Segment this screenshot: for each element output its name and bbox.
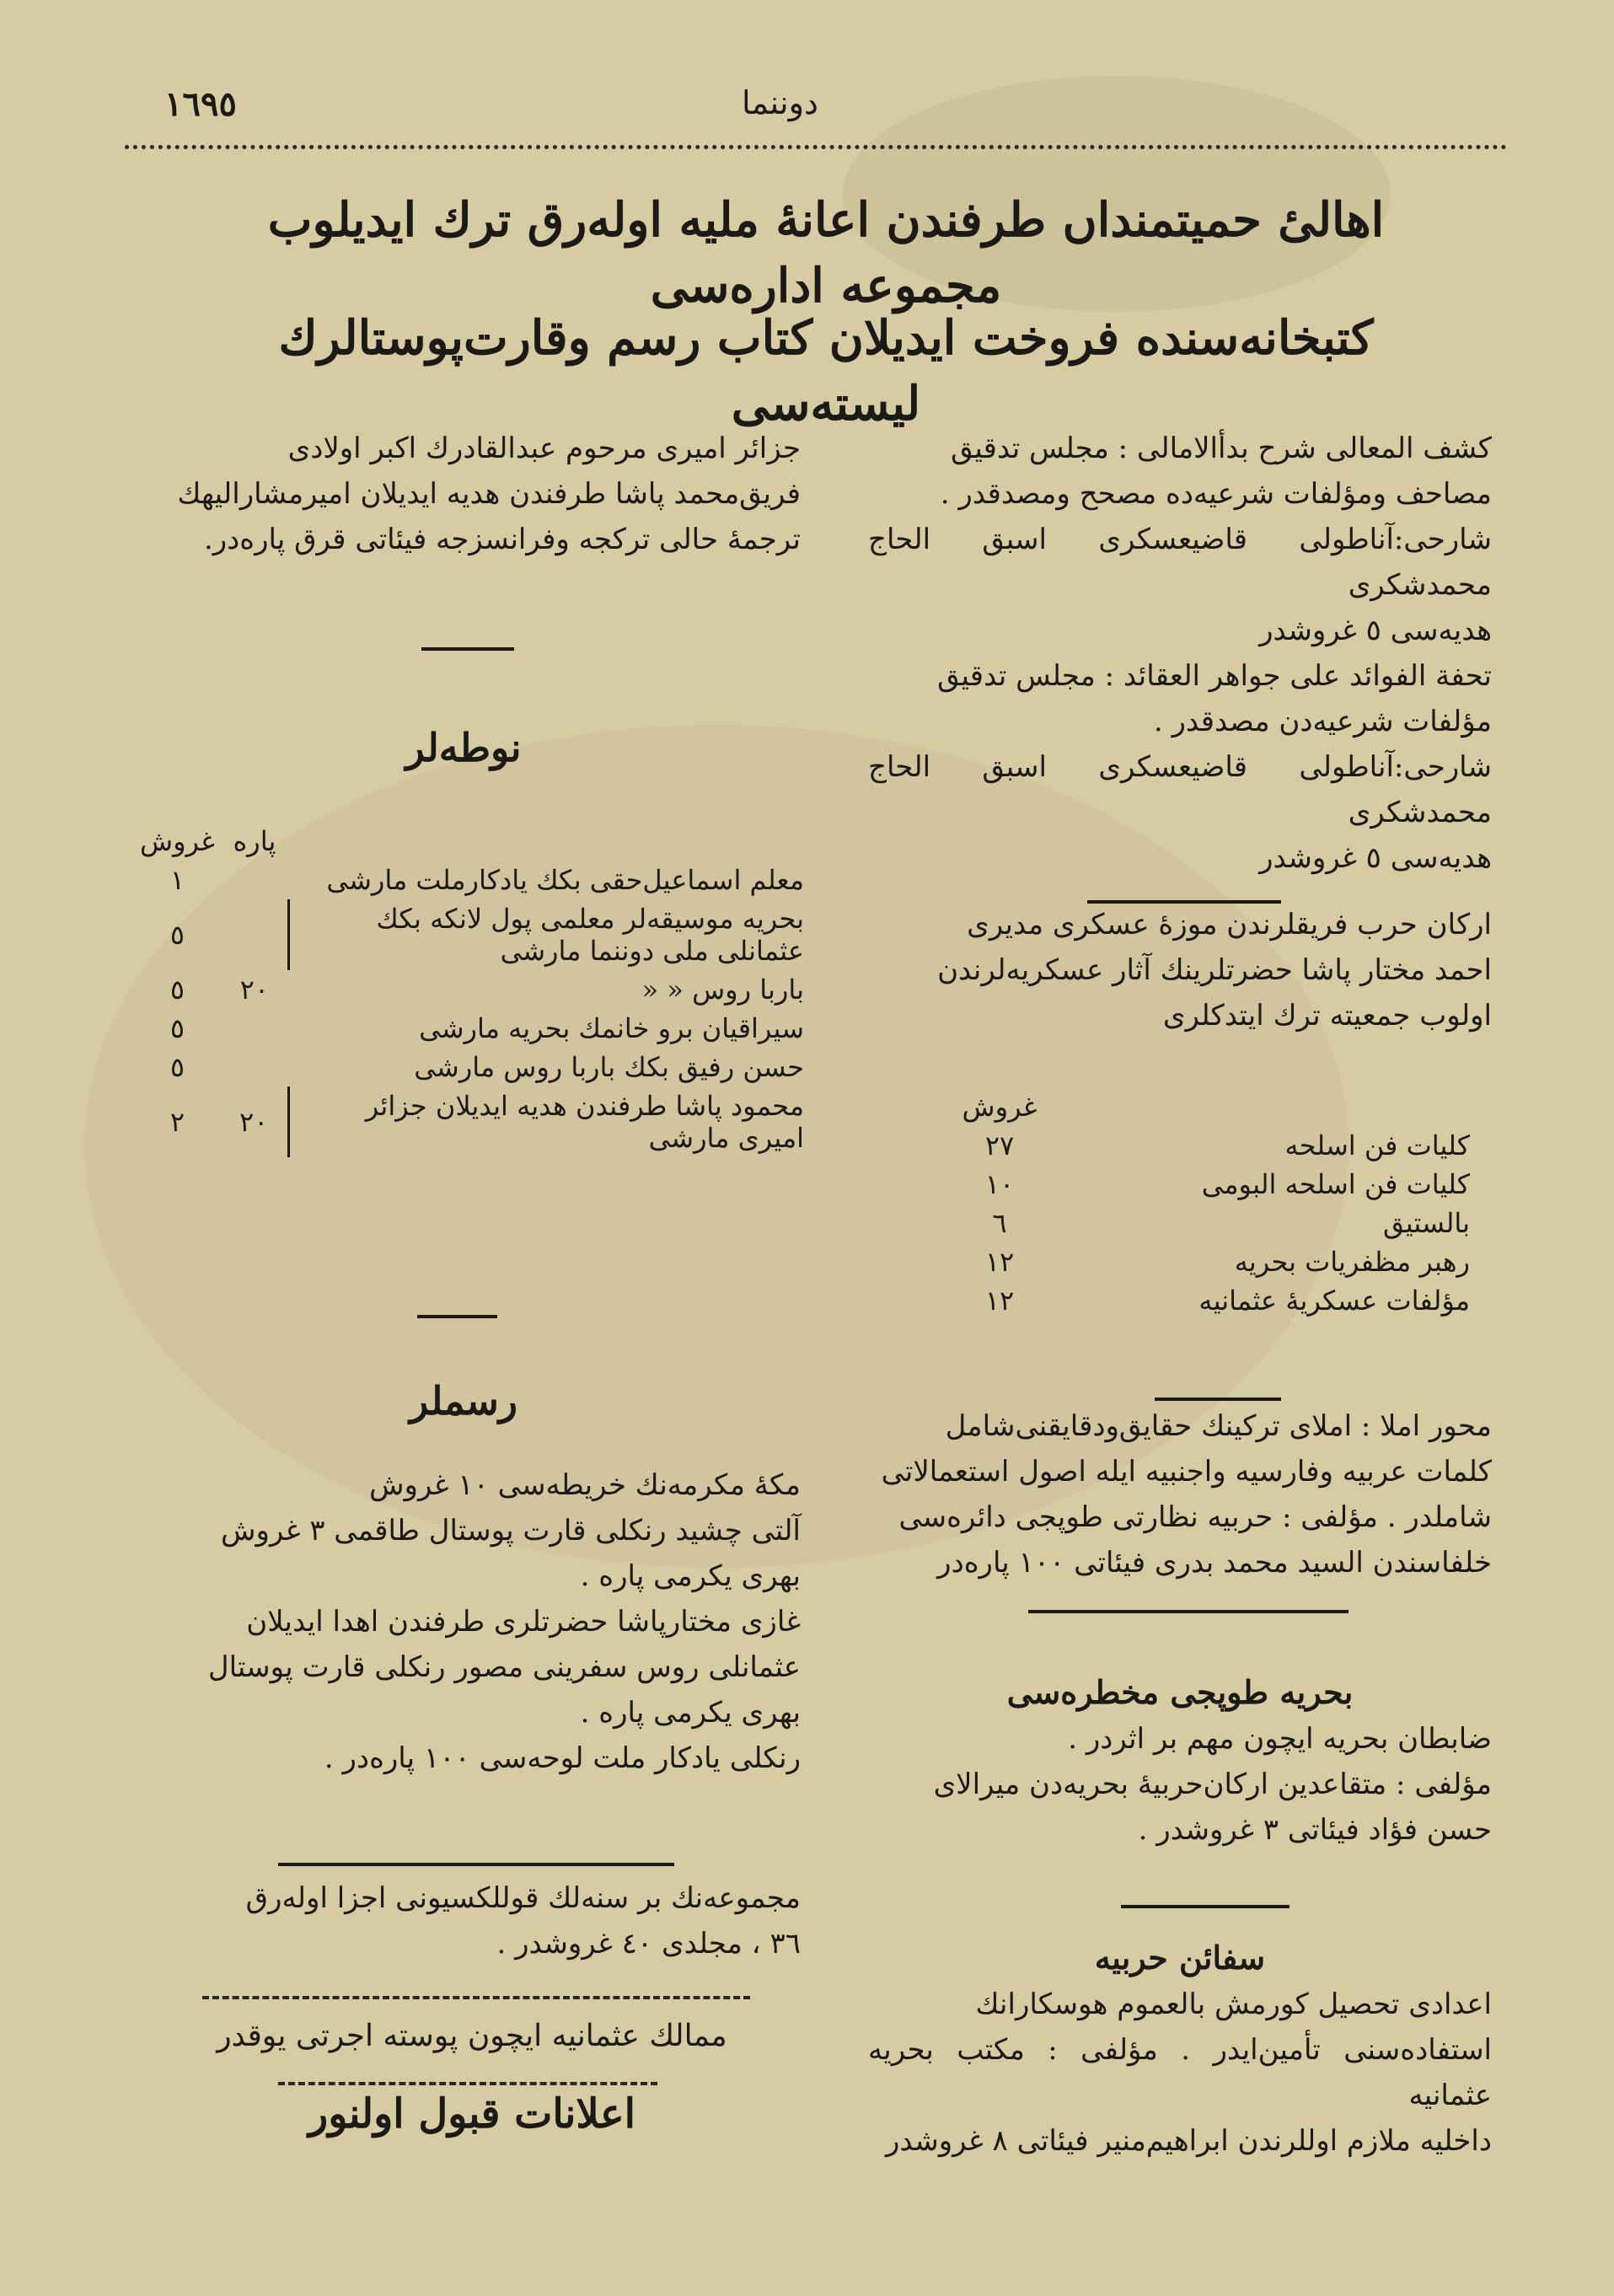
table-header-row	[135, 822, 809, 861]
entry-title: بحریه طوپجی مخطره‌سی	[1006, 1673, 1354, 1711]
price-line: هدیه‌سی ٥ غروشدر	[1259, 614, 1492, 647]
note-title: حسن رفیق بکك باربا روس مارشی	[414, 1051, 804, 1083]
table-row	[944, 1204, 1475, 1242]
text-line: محور املا : املای ترکینك حقایق‌ودقایقنی‌شامل	[945, 1409, 1492, 1443]
book-entry-warships	[868, 1939, 1492, 2164]
page-number: ١٦٩٥	[164, 84, 237, 124]
dashed-divider	[202, 1996, 750, 1999]
note-title: معلم اسماعیل‌حقی بکك یادکارملت مارشی	[326, 864, 804, 896]
text-line: تحفة الفوائد علی جواهر العقائد : مجلس تدقیق	[937, 659, 1492, 693]
table-header-spacer	[289, 822, 309, 861]
book-entry-kashf	[868, 426, 1492, 653]
table-header-para: پاره	[233, 825, 276, 857]
note-para	[220, 899, 289, 970]
book-title: بالستیق	[1383, 1207, 1470, 1239]
text-line: بهری یکرمی پاره .	[580, 1696, 801, 1730]
note-title-line: محمود پاشا طرفندن هدیه ایدیلان جزائر	[365, 1090, 804, 1122]
section-divider	[417, 1315, 497, 1318]
brace	[289, 899, 309, 970]
table-header-row	[944, 1087, 1475, 1126]
text-line: عثمانلی روس سفرینی مصور رنکلی قارت پوستال	[207, 1650, 801, 1684]
text-line: مؤلفی : متقاعدین ارکان‌حربیۀ بحریه‌دن میرالای	[933, 1768, 1492, 1801]
note-title-line: عثمانلی ملی دوننما مارشی	[500, 935, 804, 967]
postage-notice: ممالك عثمانیه ایچون پوسته اجرتی یوقدر	[217, 2019, 727, 2053]
book-title: رهبر مظفریات بحریه	[1234, 1246, 1470, 1278]
book-entry-mihver	[868, 1403, 1492, 1585]
note-para: ٢٠	[239, 974, 270, 1006]
brace-spacer	[289, 970, 309, 1009]
text-line: ارکان حرب فریقلرندن موزۀ عسکری مدیری	[967, 908, 1492, 941]
note-kurus: ١	[169, 864, 185, 896]
biography-entry	[126, 426, 801, 562]
note-title	[308, 1086, 809, 1157]
note-para: ٢٠	[239, 1106, 269, 1138]
table-row	[944, 1242, 1475, 1281]
note-kurus: ٥	[169, 919, 185, 951]
book-price: ١٠	[984, 1168, 1015, 1200]
announcements-notice: اعلانات قبول اولنور	[308, 2090, 635, 2138]
book-entry-naval-artillery	[868, 1673, 1492, 1853]
text-line: بهری یکرمی پاره .	[580, 1559, 801, 1593]
text-line: حسن فؤاد فیئاتی ٣ غروشدر .	[1138, 1813, 1492, 1847]
note-kurus: ٥	[169, 1012, 185, 1044]
book-price: ١٢	[984, 1285, 1015, 1317]
note-para	[220, 1048, 289, 1086]
text-line: مصاحف ومؤلفات شرعیه‌ده مصحح ومصدقدر .	[940, 477, 1492, 511]
pictures-list	[126, 1462, 801, 1781]
section-divider	[278, 1863, 674, 1866]
page-title-line-2: کتبخانه‌سنده فروخت ایدیلان کتاب رسم وقارت‌پوستالرك لیسته‌سی	[278, 310, 1374, 432]
table-row	[135, 1009, 809, 1048]
text-line: اولوب جمعیته ترك ایتدکلری	[1162, 999, 1492, 1033]
note-title	[308, 899, 809, 970]
price-line: هدیه‌سی ٥ غروشدر	[1259, 841, 1492, 875]
note-para	[220, 1009, 289, 1048]
book-entry-tuhfa	[868, 653, 1492, 881]
pictures-heading: رسملر	[410, 1378, 517, 1424]
header-divider	[125, 145, 1507, 149]
text-line: مجموعه‌نك بر سنه‌لك قوللکسیونی اجزا اوله‌رق	[245, 1881, 801, 1915]
page-title-line-1: اهالیٔ حمیتمنداں طرفندن اعانۀ ملیه اوله‌رق ترك ایدیلوب مجموعه اداره‌سی	[267, 192, 1385, 314]
book-title: مؤلفات عسکریۀ عثمانیه	[1198, 1285, 1470, 1317]
book-price: ٦	[992, 1207, 1007, 1239]
note-para	[220, 861, 289, 899]
section-divider	[1121, 1905, 1290, 1908]
table-row	[135, 1086, 809, 1157]
text-line: اعدادی تحصیل کورمش بالعموم هوسکارانك	[975, 1988, 1492, 2021]
note-kurus: ٢	[169, 1106, 185, 1138]
text-line: آلتی چشید رنکلی قارت پوستال طاقمی ٣ غروش	[220, 1514, 801, 1548]
section-divider	[421, 647, 514, 651]
text-line: ضابطان بحریه ایچون مهم بر اثردر .	[1068, 1722, 1492, 1756]
text-line: شاملدر . مؤلفی : حربیه نظارتی طوپجی دائره‌سی	[898, 1500, 1492, 1534]
text-line: شارحی:آناطولی قاضیعسکری اسبق الحاج محمدشکری	[868, 750, 1492, 829]
dashed-divider	[278, 2082, 657, 2085]
section-divider	[1155, 1397, 1281, 1401]
text-line: مؤلفات شرعیه‌دن مصدقدر .	[1153, 705, 1492, 738]
book-title: کلیات فن اسلحه	[1284, 1129, 1470, 1161]
note-kurus: ٥	[169, 1051, 185, 1083]
text-line: جزائر امیری مرحوم عبدالقادرك اکبر اولادی	[287, 432, 801, 465]
table-row	[135, 861, 809, 899]
table-header-spacer	[308, 822, 809, 861]
note-kurus: ٥	[169, 974, 185, 1006]
notes-heading: نوطه‌لر	[405, 725, 522, 770]
text-line: شارحی:آناطولی قاضیعسکری اسبق الحاج محمدشکری	[868, 523, 1492, 602]
military-works-intro	[868, 902, 1492, 1038]
text-line: رنکلی یادکار ملت لوحه‌سی ١٠٠ پاره‌در .	[324, 1741, 801, 1775]
table-row	[944, 1126, 1475, 1165]
military-works-table	[944, 1087, 1475, 1320]
book-price: ٢٧	[984, 1129, 1015, 1161]
table-header-kurus: غروش	[140, 825, 215, 857]
book-title: کلیات فن اسلحه البومی	[1201, 1168, 1470, 1200]
brace-spacer	[289, 1009, 309, 1048]
text-line: ترجمۀ حالی ترکجه وفرانسزجه فیئاتی قرق پاره‌در.	[203, 523, 801, 556]
text-line: کشف المعالی شرح بدأالامالی : مجلس تدقیق	[951, 432, 1492, 465]
collection-notice	[126, 1875, 801, 1966]
entry-title: سفائن حربیه	[1094, 1939, 1266, 1977]
text-line: غازی مختارپاشا حضرتلری طرفندن اهدا ایدیلان	[246, 1605, 801, 1639]
text-line: فریق‌محمد پاشا طرفندن هدیه ایدیلان امیرمشارالیهك	[177, 477, 801, 511]
text-line: ٣٦ ، مجلدی ٤٠ غروشدر .	[496, 1927, 801, 1961]
running-header: دوننما	[742, 84, 818, 121]
note-title: سیراقیان برو خانمك بحریه مارشی	[419, 1012, 804, 1044]
section-divider	[1028, 1610, 1349, 1613]
table-header-spacer	[1055, 1087, 1475, 1126]
table-row	[944, 1165, 1475, 1204]
table-row	[135, 1048, 809, 1086]
book-price: ١٢	[984, 1246, 1015, 1278]
notes-table	[135, 822, 809, 1157]
brace-spacer	[289, 1048, 309, 1086]
brace	[289, 1086, 309, 1157]
table-row	[944, 1281, 1475, 1320]
table-row	[135, 899, 809, 970]
text-line: کلمات عربیه وفارسیه واجنبیه ایله اصول استعمالاتی	[881, 1455, 1492, 1489]
brace-spacer	[289, 861, 309, 899]
note-title: باربا روس « «	[641, 974, 804, 1006]
text-line: احمد مختار پاشا حضرتلرینك آثار عسکریه‌لرندن	[937, 953, 1492, 987]
text-line: داخلیه ملازم اوللرندن ابراهیم‌منیر فیئاتی ٨ غروشدر	[885, 2124, 1492, 2158]
table-header-kurus: غروش	[962, 1091, 1038, 1123]
note-title-line: امیری مارشی	[648, 1122, 804, 1154]
text-line: مکۀ مکرمه‌نك خریطه‌سی ١٠ غروش	[369, 1468, 801, 1502]
text-line: خلفاسندن السید محمد بدری فیئاتی ١٠٠ پاره‌در	[937, 1546, 1492, 1580]
text-line: استفاده‌سنی تأمین‌ایدر . مؤلفی : مکتب بحریه عثمانیه	[868, 2033, 1492, 2112]
table-row	[135, 970, 809, 1009]
note-title-line: بحریه موسیقه‌لر معلمی پول لانکه بکك	[376, 903, 804, 935]
